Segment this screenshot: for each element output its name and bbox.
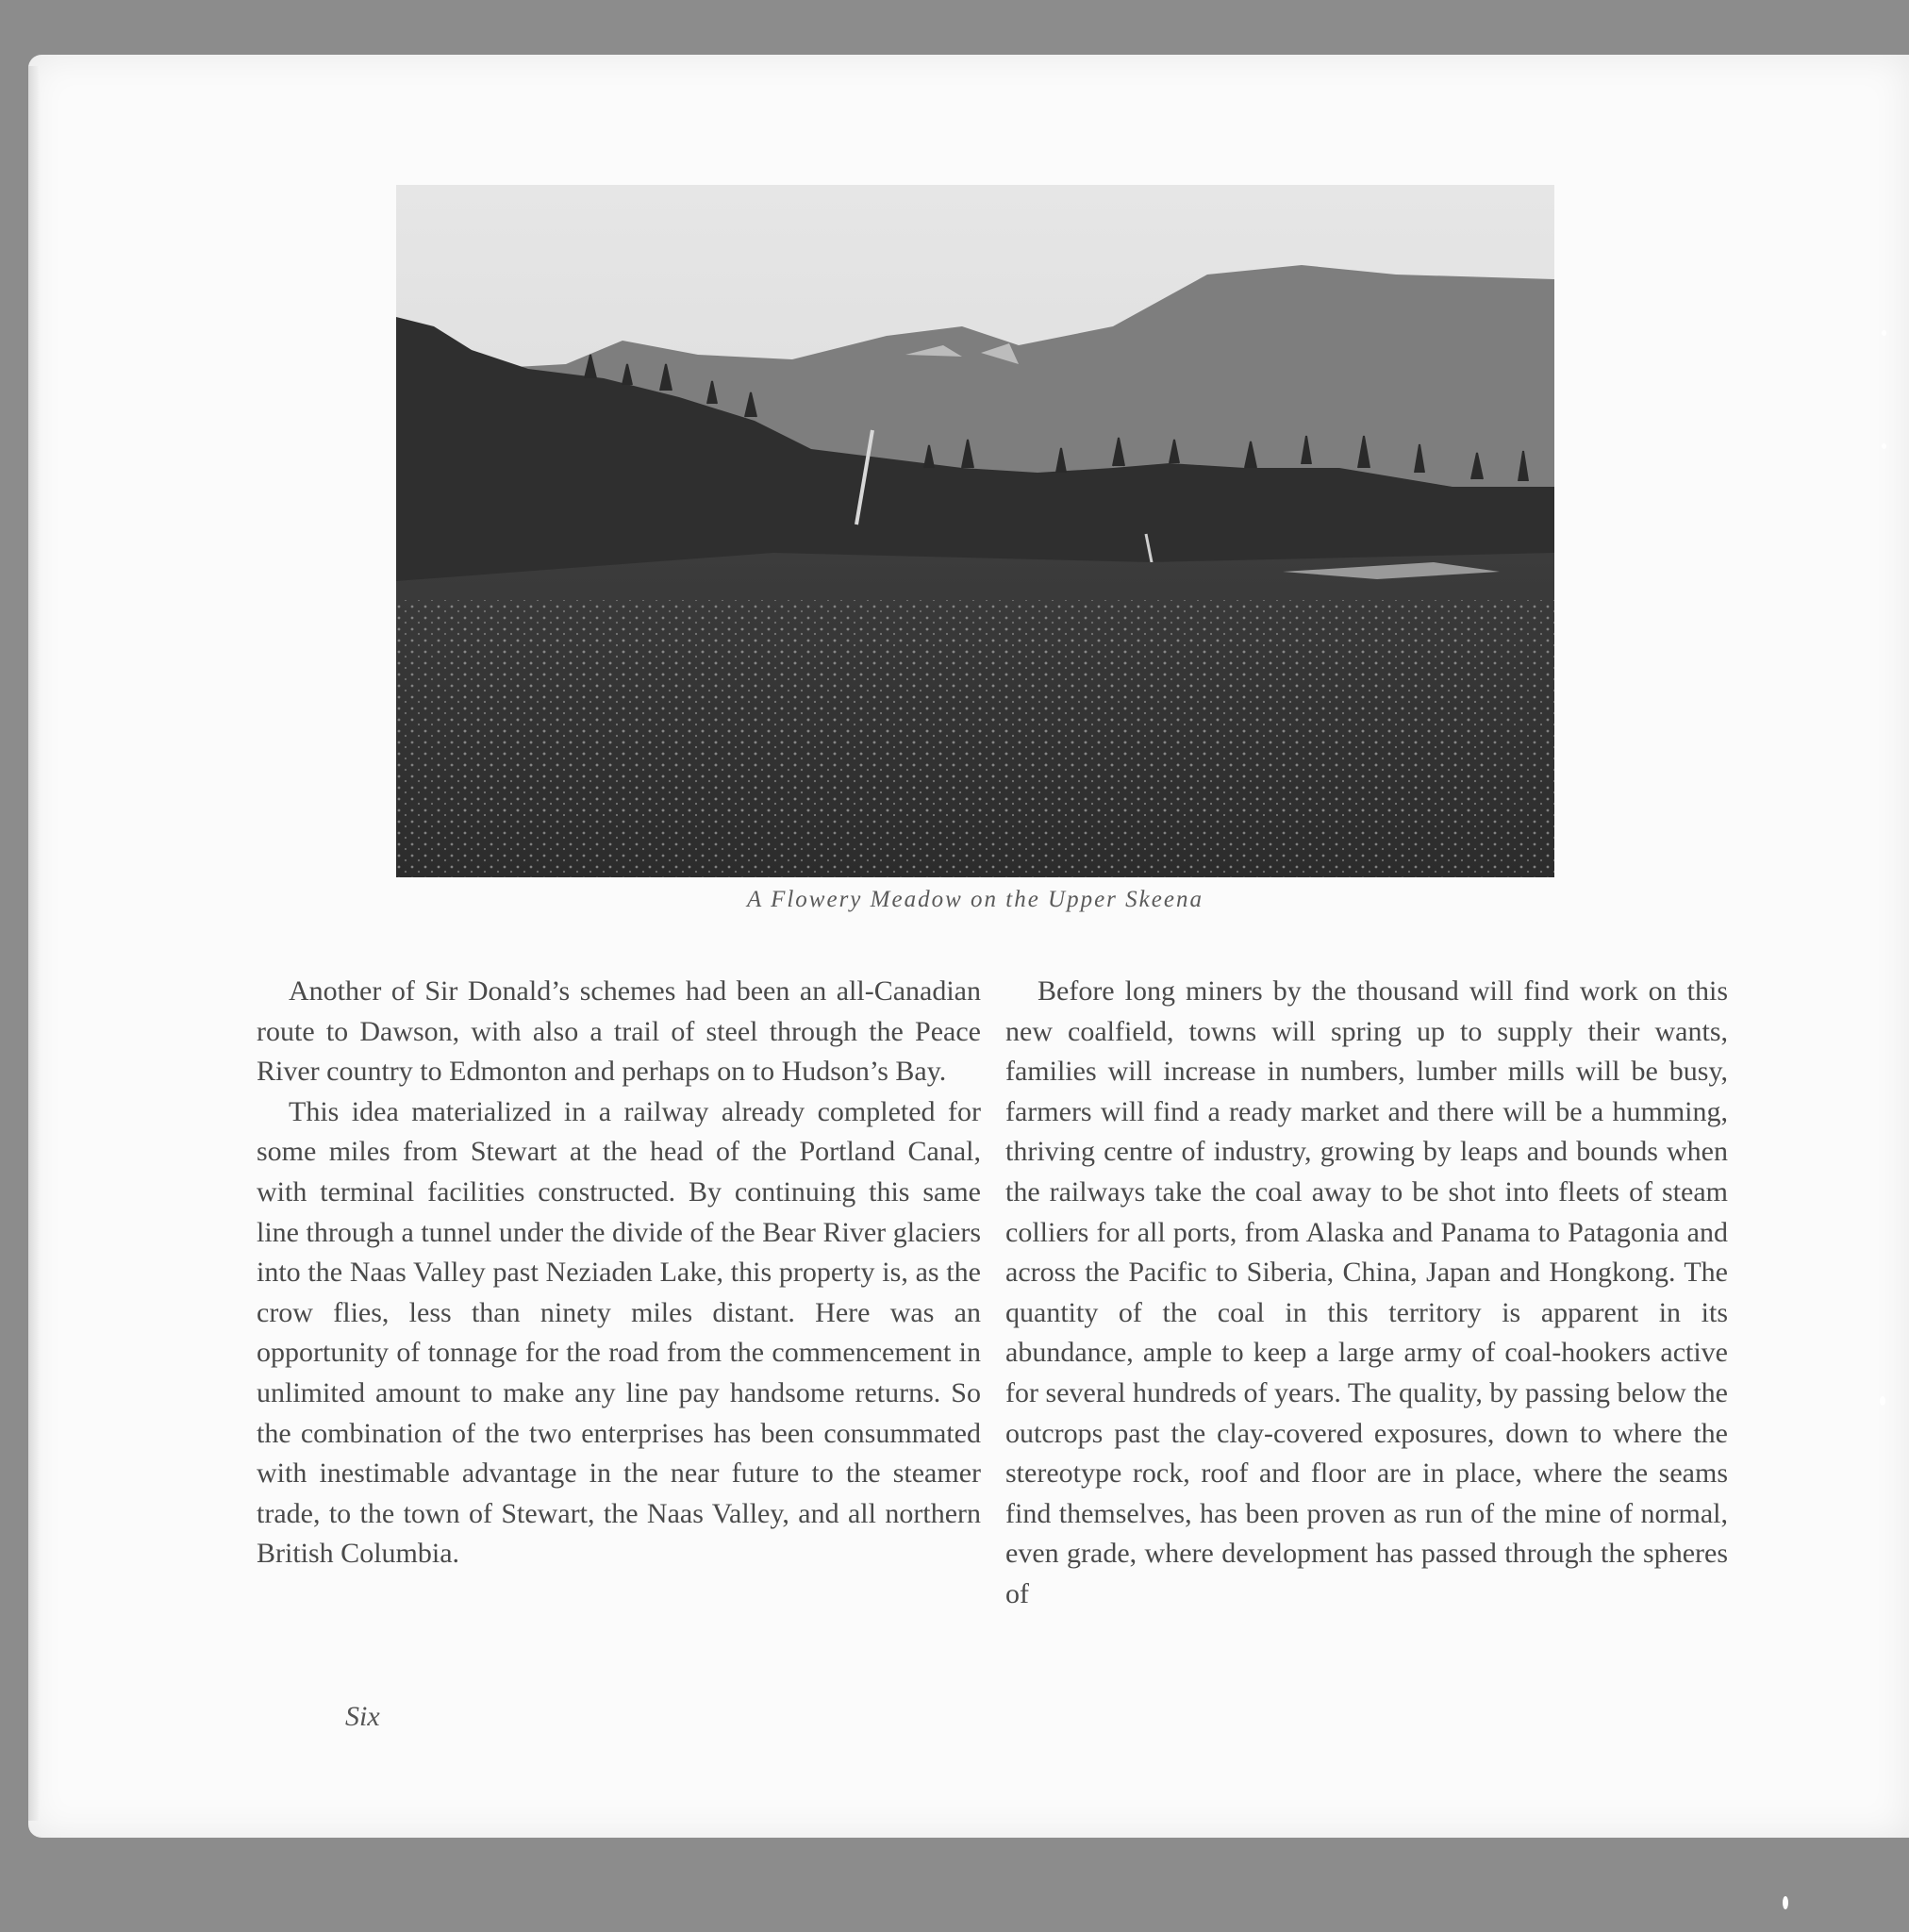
right-text-column <box>1005 972 1728 1615</box>
paragraph: This idea materialized in a railway already completed for some miles from Stewart at the head of the Portland Canal, with terminal facilities constructed. By continuing this same line through a tunnel under the divide of the Bear River glaciers into the Naas Valley past Neziaden Lake, this property is, as the crow flies, less than ninety miles distant. Here was an opportunity of tonnage for the road from the commencement in unlimited amount to make any line pay handsome returns. So the combination of the two enterprises has been consummated with inestimable advantage in the near future to the steamer trade, to the town of Stewart, the Naas Valley, and all northern British Columbia. <box>257 1095 981 1570</box>
paragraph: Before long miners by the thousand will find work on this new coalfield, towns will spring up to supply their wants, families will increase in numbers, lumber mills will be busy, farmers will find a ready market and there will be a humming, thriving centre of industry, growing by leaps and bounds when the railways take the coal away to be shot into fleets of steam colliers for all ports, from Alaska and Panama to Patagonia and across the Pacific to Siberia, China, Japan and Hongkong. The quantity of the coal in this territory is apparent in its abundance, ample to keep a large army of coal-hookers active for several hundreds of years. The quality, by passing below the outcrops past the clay-covered exposures, down to where the stereotype rock, roof and floor are in place, where the seams find themselves, has been proven as run of the mine of normal, even grade, where development has passed through the spheres of <box>1005 975 1728 1609</box>
film-speck <box>1882 330 1886 336</box>
paragraph: Another of Sir Donald’s schemes had been an all-Canadian route to Dawson, with also a trail of steel through the Peace River country to Edmonton and perhaps on to Hudson’s Bay. <box>257 975 981 1088</box>
page-edge <box>28 66 40 1821</box>
meadow-photograph <box>396 185 1554 877</box>
film-speck <box>1882 443 1886 449</box>
film-speck <box>1880 1396 1885 1406</box>
meadow-photograph-image <box>396 185 1554 877</box>
page-number: Six <box>345 1701 380 1732</box>
film-speck <box>1783 1896 1788 1909</box>
photo-caption: A Flowery Meadow on the Upper Skeena <box>747 887 1204 912</box>
left-text-column <box>257 972 981 1574</box>
